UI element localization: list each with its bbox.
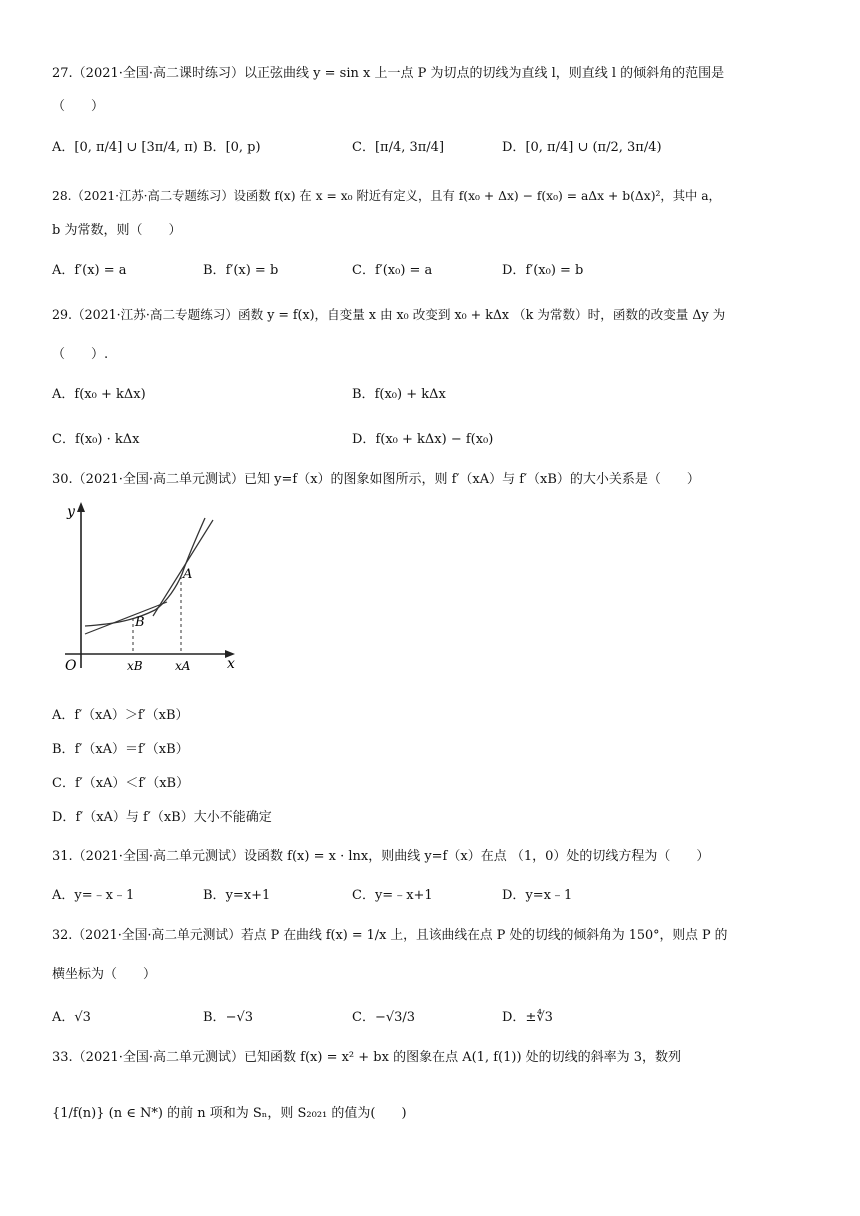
option-b: B．f′（xA）＝f′（xB）: [52, 742, 189, 757]
question-33-stem-cont: {1/f(n)} (n ∈ N*) 的前 n 项和为 Sₙ，则 S₂₀₂₁ 的值为( ): [52, 1106, 407, 1121]
option-b: B．f(x₀) + kΔx: [352, 387, 446, 402]
option-c: C．f′(x₀) = a: [352, 263, 433, 278]
y-axis-arrow: [77, 502, 85, 512]
question-31-stem: 31.（2021·全国·高二单元测试）设函数 f(x) = x · lnx，则曲线 y=f（x）在点 （1，0）处的切线方程为（ ）: [52, 849, 710, 864]
question-28-stem: 28.（2021·江苏·高二专题练习）设函数 f(x) 在 x = x₀ 附近有定义，且有 f(x₀ + Δx) − f(x₀) = aΔx + b(Δx)²，其中 a，: [52, 189, 721, 203]
option-c: C．−√3/3: [352, 1010, 416, 1025]
option-a: A．[0, π/4] ∪ [3π/4, π): [52, 140, 198, 155]
question-30-stem: 30.（2021·全国·高二单元测试）已知 y=f（x）的图象如图所示，则 f′（xA）与 f′（xB）的大小关系是（ ）: [52, 472, 700, 487]
tangent-line-b: [85, 602, 167, 634]
y-axis-label: y: [67, 504, 75, 520]
option-d: D．±∜3: [502, 1010, 553, 1025]
point-a-label: A: [183, 567, 193, 582]
option-a: A．f(x₀ + kΔx): [52, 387, 146, 402]
option-b: B．−√3: [203, 1010, 254, 1025]
question-28-stem-cont: b 为常数，则（ ）: [52, 223, 182, 238]
question-32-stem-cont: 横坐标为（ ）: [52, 967, 157, 982]
point-b-label: B: [135, 615, 145, 630]
option-a: A．f′（xA）＞f′（xB）: [52, 708, 189, 723]
option-b: B．f′(x) = b: [203, 263, 279, 278]
question-29-stem-cont: （ ）.: [52, 347, 109, 362]
question-29-stem: 29.（2021·江苏·高二专题练习）函数 y = f(x)，自变量 x 由 x₀ 改变到 x₀ + kΔx （k 为常数）时，函数的改变量 Δy 为: [52, 307, 726, 322]
x-axis-label: x: [227, 656, 235, 672]
option-d: D．y=x﹣1: [502, 888, 573, 903]
option-a: A．f′(x) = a: [52, 263, 127, 278]
option-c: C．f(x₀) · kΔx: [52, 432, 140, 447]
option-b: B．[0, p): [203, 140, 261, 155]
question-33-stem: 33.（2021·全国·高二单元测试）已知函数 f(x) = x² + bx 的图象在点 A(1, f(1)) 处的切线的斜率为 3，数列: [52, 1050, 682, 1065]
option-d: D．f′（xA）与 f′（xB）大小不能确定: [52, 810, 272, 825]
question-32-stem: 32.（2021·全国·高二单元测试）若点 P 在曲线 f(x) = 1/x 上，且该曲线在点 P 处的切线的倾斜角为 150°，则点 P 的: [52, 928, 728, 943]
tick-label-xb: xB: [127, 659, 143, 673]
option-b: B．y=x+1: [203, 888, 271, 903]
option-c: C．y=﹣x+1: [352, 888, 433, 903]
option-d: D．[0, π/4] ∪ (π/2, 3π/4): [502, 140, 662, 155]
option-d: D．f′(x₀) = b: [502, 263, 584, 278]
origin-label: O: [65, 658, 77, 674]
tick-label-xa: xA: [175, 659, 191, 673]
option-d: D．f(x₀ + kΔx) − f(x₀): [352, 432, 494, 447]
question-27-stem-cont: （ ）: [52, 99, 105, 114]
option-a: A．y=﹣x﹣1: [52, 888, 135, 903]
question-27-stem: 27.（2021·全国·高二课时练习）以正弦曲线 y = sin x 上一点 P 为切点的切线为直线 l，则直线 l 的倾斜角的范围是: [52, 66, 725, 81]
option-c: C．f′（xA）＜f′（xB）: [52, 776, 190, 791]
option-a: A．√3: [52, 1010, 91, 1025]
option-c: C．[π/4, 3π/4]: [352, 140, 445, 155]
function-graph-figure: [55, 498, 245, 678]
